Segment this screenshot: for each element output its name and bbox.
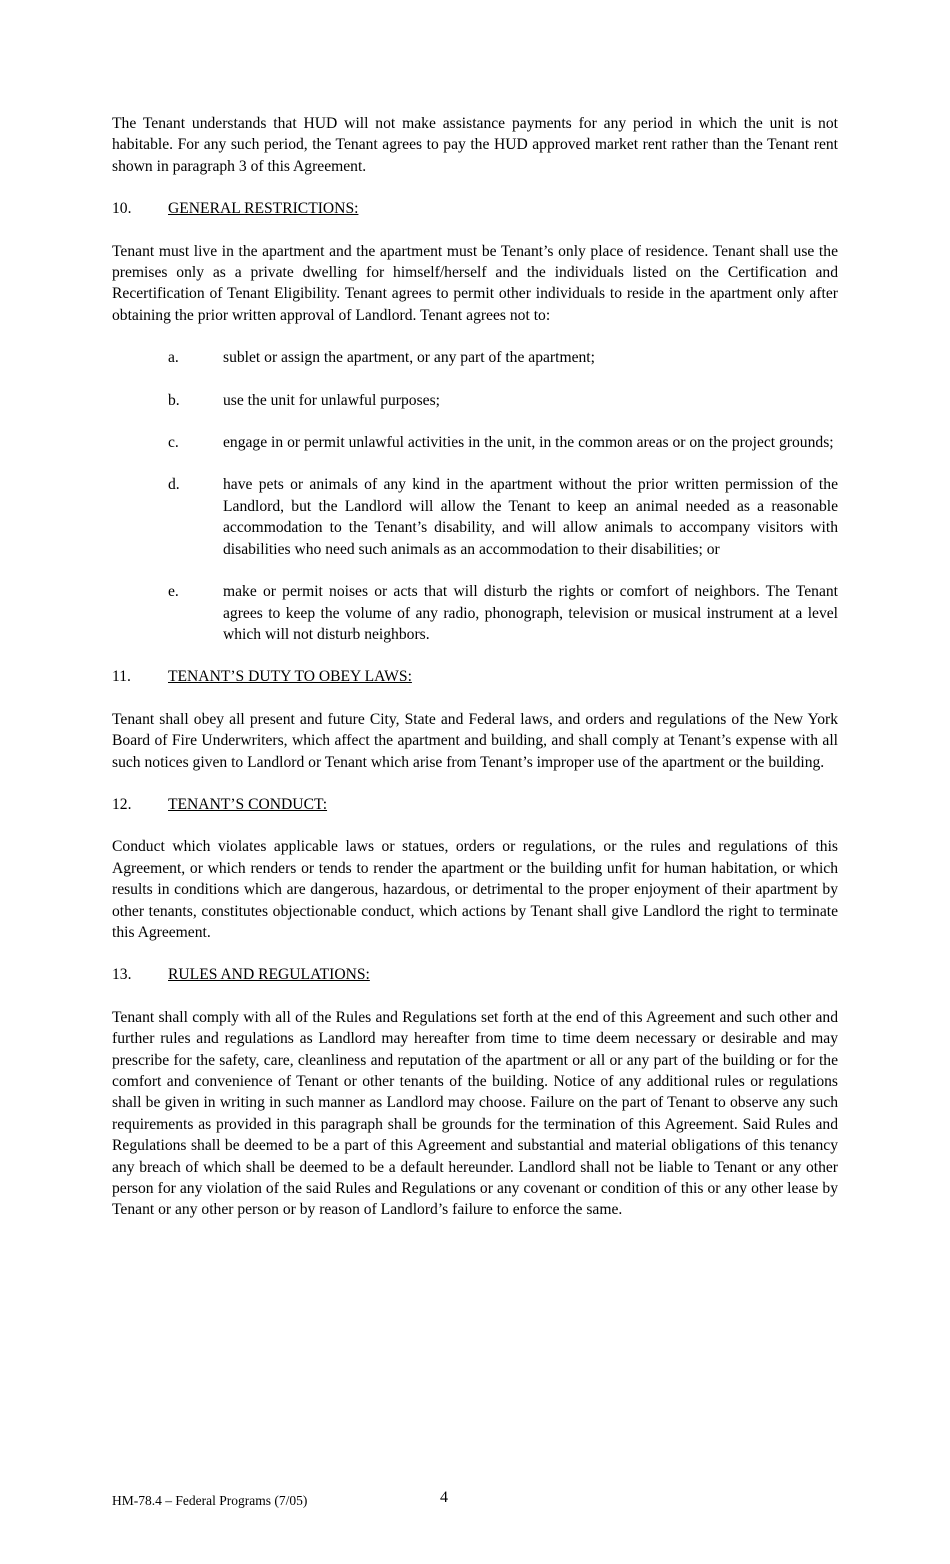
- section-13-heading: [112, 964, 838, 985]
- footer-form-id: HM-78.4 – Federal Programs (7/05): [112, 1493, 308, 1508]
- page-number: 4: [440, 1489, 448, 1506]
- section-12-heading: [112, 794, 838, 815]
- list-item-text: engage in or permit unlawful activities in the unit, in the common areas or on the project grounds;: [223, 434, 834, 452]
- intro-paragraph: The Tenant understands that HUD will not make assistance payments for any period in which the unit is not habitable. For any such period, the Tenant agrees to pay the HUD approved market rent rather than the Tenant rent shown in paragraph 3 of this Agreement.: [112, 115, 838, 175]
- list-item-text: sublet or assign the apartment, or any part of the apartment;: [223, 349, 595, 367]
- section-number: 10.: [112, 200, 132, 218]
- section-title: TENANT’S DUTY TO OBEY LAWS:: [168, 668, 412, 686]
- list-item-text: have pets or animals of any kind in the apartment without the prior written permission of the Landlord, but the Landlord will allow the Tenant to keep an animal needed as a reasonable accommodation to the Tenant’s disability, and will allow animals to accompany visitors with disabilities who need such animals as an accommodation to their disabilities; or: [223, 476, 838, 558]
- section-10-heading: [112, 198, 838, 219]
- list-item: [112, 347, 838, 368]
- section-11-heading: [112, 666, 838, 687]
- section-10-body: Tenant must live in the apartment and the apartment must be Tenant’s only place of residence. Tenant shall use the premises only as a private dwelling for himself/herself and the individuals listed on the Certification and Recertification of Tenant Eligibility. Tenant agrees to permit other individuals to reside in the apartment only after obtaining the prior written approval of Landlord. Tenant agrees not to:: [112, 242, 838, 324]
- list-item: [112, 432, 838, 453]
- section-12-body: Conduct which violates applicable laws or statues, orders or regulations, or the rules and regulations of this Agreement, or which renders or tends to render the apartment or the building unfit for human habitation, or which results in conditions which are dangerous, hazardous, or detrimental to the proper enjoyment of their apartment by other tenants, constitutes objectionable conduct, which actions by Tenant shall give Landlord the right to terminate this Agreement.: [112, 838, 838, 941]
- section-title: RULES AND REGULATIONS:: [168, 966, 370, 984]
- list-item: [112, 474, 838, 560]
- list-item-letter: c.: [168, 434, 179, 452]
- list-item: [112, 581, 838, 645]
- section-title: GENERAL RESTRICTIONS:: [168, 200, 359, 218]
- restrictions-list: [112, 347, 838, 645]
- section-number: 13.: [112, 966, 132, 984]
- list-item-letter: b.: [168, 391, 180, 409]
- list-item-letter: d.: [168, 476, 180, 494]
- list-item-letter: e.: [168, 583, 179, 601]
- section-number: 11.: [112, 668, 131, 686]
- section-13-body: Tenant shall comply with all of the Rules and Regulations set forth at the end of this Agreement and such other and further rules and regulations as Landlord may hereafter from time to time deem necessary or desirable and may prescribe for the safety, care, cleanliness and reputation of the apartment or all or any part of the building or for the comfort and convenience of Tenant or other tenants of the building. Notice of any additional rules or regulations shall be given in writing in such manner as Landlord may choose. Failure on the part of Tenant to observe any such requirements as provided in this paragraph shall be grounds for the termination of this Agreement. Said Rules and Regulations shall be deemed to be a part of this Agreement and substantial and material obligations of this tenancy any breach of which shall be deemed to be a default hereunder. Landlord shall not be liable to Tenant or any other person for any violation of the said Rules and Regulations or any covenant or condition of this or any other lease by Tenant or any other person or by reason of Landlord’s failure to enforce the same.: [112, 1008, 838, 1219]
- list-item-letter: a.: [168, 349, 179, 367]
- section-number: 12.: [112, 795, 132, 813]
- section-title: TENANT’S CONDUCT:: [168, 795, 328, 813]
- section-11-body: Tenant shall obey all present and future City, State and Federal laws, and orders and regulations of the New York Board of Fire Underwriters, which affect the apartment and building, and shall comply at Tenant’s expense with all such notices given to Landlord or Tenant which arise from Tenant’s improper use of the apartment or the building.: [112, 710, 838, 771]
- list-item-text: use the unit for unlawful purposes;: [223, 391, 440, 409]
- list-item: [112, 390, 838, 411]
- list-item-text: make or permit noises or acts that will disturb the rights or comfort of neighbors. The Tenant agrees to keep the volume of any radio, phonograph, television or musical instrument at a level which will not disturb neighbors.: [223, 583, 838, 643]
